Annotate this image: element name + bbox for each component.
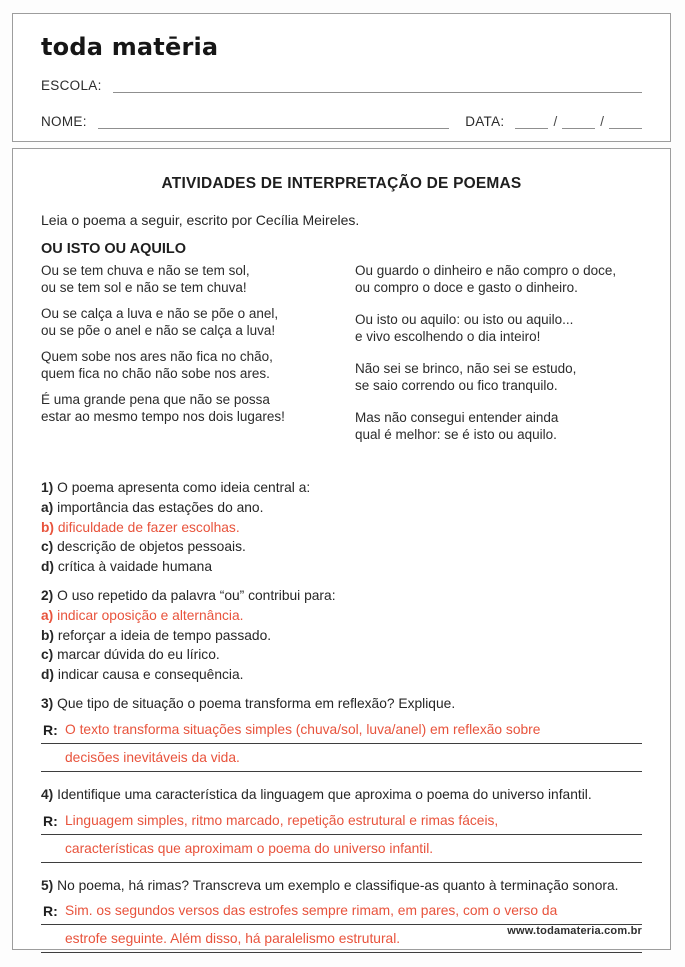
page-title: ATIVIDADES DE INTERPRETAÇÃO DE POEMAS xyxy=(161,175,522,192)
question-3-answer xyxy=(41,719,642,772)
poem-verse: ou se tem sol e não se tem chuva! xyxy=(41,279,247,295)
escola-label: ESCOLA: xyxy=(41,78,102,93)
poem-verse: Ou se tem chuva e não se tem sol, xyxy=(41,263,250,278)
poem-verse: Quem sobe nos ares não fica no chão, xyxy=(41,349,273,364)
question-5-text xyxy=(41,876,642,896)
poem-verse: estar ao mesmo tempo nos dois lugares! xyxy=(41,408,285,424)
question-1-option-b-correct[interactable] xyxy=(41,518,642,538)
question-number: 4) xyxy=(41,786,54,802)
option-letter: c) xyxy=(41,647,54,663)
question-2-option-d[interactable] xyxy=(41,665,642,685)
poem-stanza xyxy=(41,306,347,339)
question-text: Que tipo de situação o poema transforma em reflexão? Explique. xyxy=(57,695,456,711)
date-slash: / xyxy=(553,114,558,129)
question-3-text xyxy=(41,694,642,714)
nome-label: NOME: xyxy=(41,114,87,129)
poem-block xyxy=(41,241,642,459)
question-5 xyxy=(41,876,642,954)
poem-verse: Ou se calça a luva e não se põe o anel, xyxy=(41,306,279,321)
date-slash: / xyxy=(600,114,604,129)
option-text: indicar oposição e alternância. xyxy=(57,607,244,623)
option-text: reforçar a ideia de tempo passado. xyxy=(57,627,272,643)
poem-verse: Ou guardo o dinheiro e não compro o doce, xyxy=(355,263,617,278)
answer-line: O texto transforma situações simples (chuva/sol, luva/anel) em reflexão sobre xyxy=(41,719,642,744)
answer-prefix: R: xyxy=(43,812,58,829)
website-url: www.todamateria.com.br xyxy=(507,925,642,937)
poem-title: OU ISTO OU AQUILO xyxy=(41,241,187,257)
poem-stanza xyxy=(355,361,642,394)
question-1-option-a[interactable] xyxy=(41,498,642,518)
poem-verse: qual é melhor: se é isto ou aquilo. xyxy=(355,426,557,442)
question-2 xyxy=(41,586,642,685)
option-text: descrição de objetos pessoais. xyxy=(57,539,246,555)
poem-verse: É uma grande pena que não se possa xyxy=(41,392,270,407)
question-2-option-c[interactable] xyxy=(41,645,642,665)
answer-line: decisões inevitáveis da vida. xyxy=(41,747,642,772)
nome-data-field-row xyxy=(41,114,642,129)
option-text: marcar dúvida do eu lírico. xyxy=(57,647,220,663)
poem-stanza xyxy=(41,392,347,425)
header-box xyxy=(12,13,671,142)
escola-field-row xyxy=(41,78,642,93)
option-letter: a) xyxy=(41,607,54,623)
intro-text: Leia o poema a seguir, escrito por Cecília Meireles. xyxy=(41,212,360,228)
answer-line: estrofe seguinte. Além disso, há paralelismo estrutural. xyxy=(41,928,642,953)
poem-stanza xyxy=(41,263,347,296)
question-number: 1) xyxy=(41,480,54,495)
question-1 xyxy=(41,478,642,577)
question-4-answer xyxy=(41,810,642,863)
option-text: crítica à vaidade humana xyxy=(57,559,213,575)
option-text: importância das estações do ano. xyxy=(57,499,264,515)
question-text: O uso repetido da palavra “ou” contribui para: xyxy=(57,587,336,603)
escola-input-line[interactable] xyxy=(113,78,642,93)
question-2-option-b[interactable] xyxy=(41,626,642,646)
poem-stanza xyxy=(355,410,642,443)
poem-verse: quem fica no chão não sobe nos ares. xyxy=(41,365,270,381)
option-text: dificuldade de fazer escolhas. xyxy=(57,519,240,535)
question-text: O poema apresenta como ideia central a: xyxy=(57,480,311,495)
option-letter: d) xyxy=(41,667,55,683)
poem-right-column xyxy=(347,263,642,459)
poem-stanza xyxy=(355,263,642,296)
poem-stanza xyxy=(355,312,642,345)
poem-verse: Mas não consegui entender ainda xyxy=(355,410,559,425)
poem-stanza xyxy=(41,349,347,382)
option-letter: d) xyxy=(41,559,55,575)
answer-prefix: R: xyxy=(43,721,58,738)
question-1-text xyxy=(41,478,642,498)
poem-verse: ou se põe o anel e não se calça a luva! xyxy=(41,322,276,338)
option-letter: a) xyxy=(41,499,54,515)
question-1-option-c[interactable] xyxy=(41,537,642,557)
question-1-option-d[interactable] xyxy=(41,557,642,577)
answer-line: características que aproximam o poema do universo infantil. xyxy=(41,838,642,863)
poem-verse: se saio correndo ou fico tranquilo. xyxy=(355,377,558,393)
toda-materia-logo: toda matēria xyxy=(41,33,219,61)
nome-input-line[interactable] xyxy=(98,114,449,129)
option-text: indicar causa e consequência. xyxy=(57,667,244,683)
worksheet-body xyxy=(12,148,671,950)
question-number: 3) xyxy=(41,695,54,711)
date-day-line[interactable] xyxy=(515,114,548,129)
option-letter: c) xyxy=(41,539,54,555)
question-4 xyxy=(41,785,642,863)
question-number: 2) xyxy=(41,587,54,603)
question-text: Identifique uma característica da linguagem que aproxima o poema do universo infantil. xyxy=(57,786,592,802)
poem-verse: ou compro o doce e gasto o dinheiro. xyxy=(355,279,578,295)
question-3 xyxy=(41,694,642,772)
question-text: No poema, há rimas? Transcreva um exemplo e classifique-as quanto à terminação sonora. xyxy=(57,877,619,893)
answer-line: Sim. os segundos versos das estrofes sempre rimam, em pares, com o verso da xyxy=(41,900,642,925)
questions-section xyxy=(41,478,642,953)
poem-verse: Ou isto ou aquilo: ou isto ou aquilo... xyxy=(355,312,574,327)
answer-prefix: R: xyxy=(43,903,58,920)
data-label: DATA: xyxy=(465,114,505,129)
question-number: 5) xyxy=(41,877,54,893)
poem-verse: e vivo escolhendo o dia inteiro! xyxy=(355,328,541,344)
date-year-line[interactable] xyxy=(609,114,642,129)
answer-line: Linguagem simples, ritmo marcado, repetição estrutural e rimas fáceis, xyxy=(41,810,642,835)
question-2-text xyxy=(41,586,642,606)
poem-left-column xyxy=(41,263,347,459)
option-letter: b) xyxy=(41,627,55,643)
question-4-text xyxy=(41,785,642,805)
date-field-group xyxy=(515,114,642,129)
option-letter: b) xyxy=(41,519,55,535)
question-2-option-a-correct[interactable] xyxy=(41,606,642,626)
poem-verse: Não sei se brinco, não sei se estudo, xyxy=(355,361,577,376)
date-month-line[interactable] xyxy=(562,114,595,129)
